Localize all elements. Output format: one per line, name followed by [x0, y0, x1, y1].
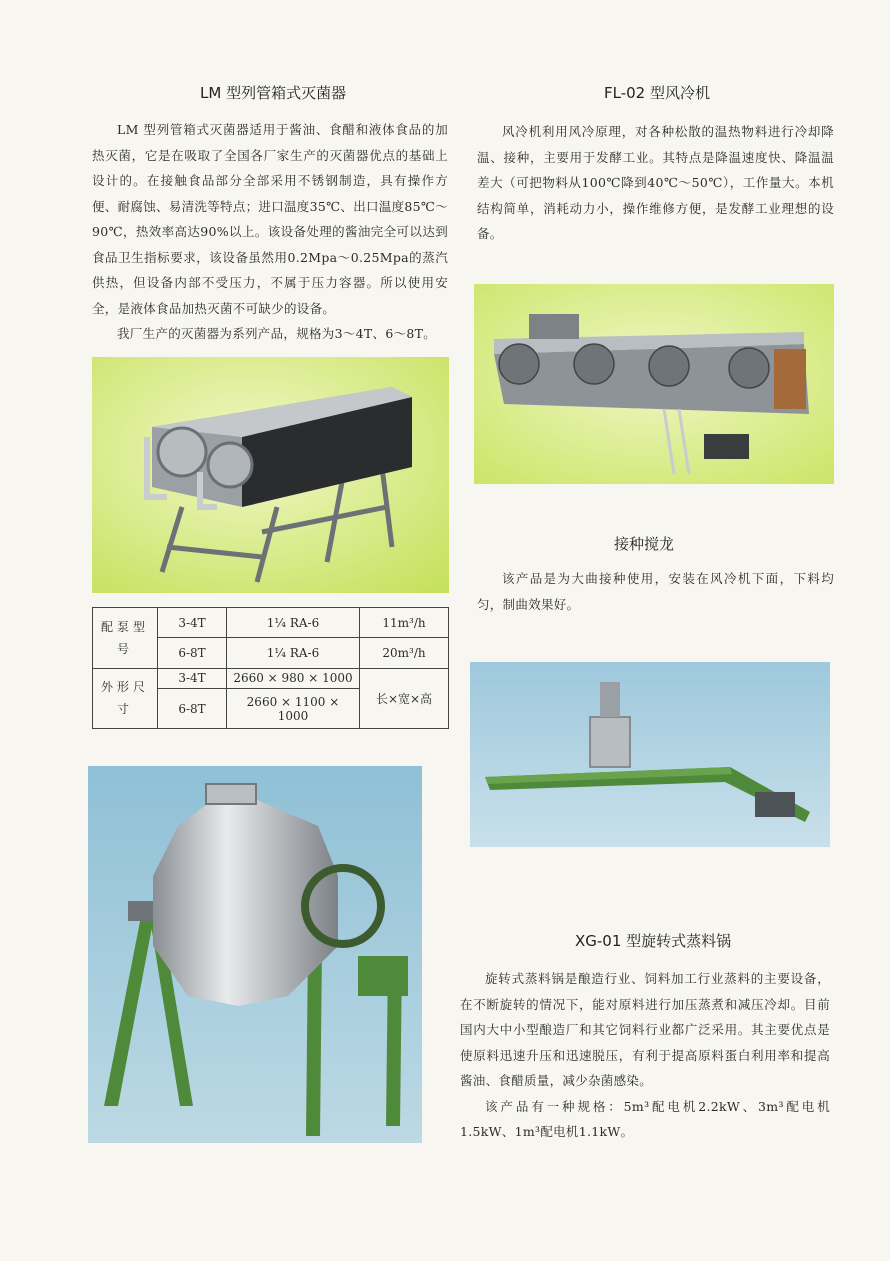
row-header-dimensions: 外形尺寸 — [93, 668, 158, 729]
sterilizer-photo — [92, 357, 449, 593]
spec-table-wrapper — [92, 607, 449, 729]
inoculation-auger-photo — [470, 662, 830, 847]
table-cell: 1¼ RA-6 — [227, 608, 360, 638]
table-row — [93, 608, 449, 638]
air-cooler-description — [477, 119, 834, 247]
spec-table — [92, 607, 449, 729]
sterilizer-paragraph-1: LM 型列管箱式灭菌器适用于酱油、食醋和液体食品的加热灭菌，它是在吸取了全国各厂家生产的灭菌器优点的基础上设计的。在接触食品部分全部采用不锈钢制造，具有操作方便、耐腐蚀、易清洗等特点；进口温度35℃、出口温度85℃～90℃，热效率高达90%以上。该设备处理的酱油完全可以达到食品卫生指标要求，该设备虽然用0.2Mpa～0.25Mpa的蒸汽供热，但设备内部不受压力，不属于压力容器。所以使用安全，是液体食品加热灭菌不可缺少的设备。 — [92, 122, 448, 316]
table-cell: 2660 × 980 × 1000 — [227, 668, 360, 689]
sterilizer-paragraph-2: 我厂生产的灭菌器为系列产品，规格为3～4T、6～8T。 — [117, 326, 437, 341]
rotary-steamer-title: XG-01 型旋转式蒸料锅 — [575, 932, 732, 950]
table-cell: 6-8T — [158, 689, 227, 729]
table-row — [93, 668, 449, 689]
table-cell: 3-4T — [158, 668, 227, 689]
sterilizer-description — [92, 117, 448, 347]
table-cell: 20m³/h — [360, 638, 449, 668]
row-header-pump: 配泵型号 — [93, 608, 158, 669]
air-cooler-paragraph: 风冷机利用风冷原理，对各种松散的温热物料进行冷却降温、接种，主要用于发酵工业。其特点是降温速度快、降温温差大（可把物料从100℃降到40℃～50℃），工作量大。本机结构简单，消耗动力小，操作维修方便，是发酵工业理想的设备。 — [477, 124, 834, 241]
rotary-steamer-paragraph-1: 旋转式蒸料锅是酿造行业、饲料加工行业蒸料的主要设备，在不断旋转的情况下，能对原料进行加压蒸煮和减压冷却。目前国内大中小型酿造厂和其它饲料行业都广泛采用。其主要优点是使原料迅速升压和迅速脱压，有利于提高原料蛋白利用率和提高酱油、食醋质量，减少杂菌感染。 — [460, 971, 830, 1088]
inoculation-auger-title: 接种搅龙 — [614, 535, 675, 553]
table-cell: 1¼ RA-6 — [227, 638, 360, 668]
table-cell: 3-4T — [158, 608, 227, 638]
air-cooler-photo — [474, 284, 834, 484]
sterilizer-title: LM 型列管箱式灭菌器 — [200, 84, 347, 102]
rotary-steamer-paragraph-2: 该产品有一种规格：5m³配电机2.2kW、3m³配电机1.5kW、1m³配电机1.1kW。 — [460, 1098, 830, 1139]
rotary-steamer-photo — [88, 766, 422, 1143]
table-cell: 11m³/h — [360, 608, 449, 638]
rotary-steamer-description — [460, 966, 830, 1145]
inoculation-auger-paragraph: 该产品是为大曲接种使用，安装在风冷机下面，下料均匀，制曲效果好。 — [477, 571, 834, 612]
table-cell: 6-8T — [158, 638, 227, 668]
dimension-label: 长×宽×高 — [360, 668, 449, 729]
table-cell: 2660 × 1100 × 1000 — [227, 689, 360, 729]
air-cooler-title: FL-02 型风冷机 — [604, 84, 710, 102]
inoculation-auger-description — [477, 566, 834, 617]
